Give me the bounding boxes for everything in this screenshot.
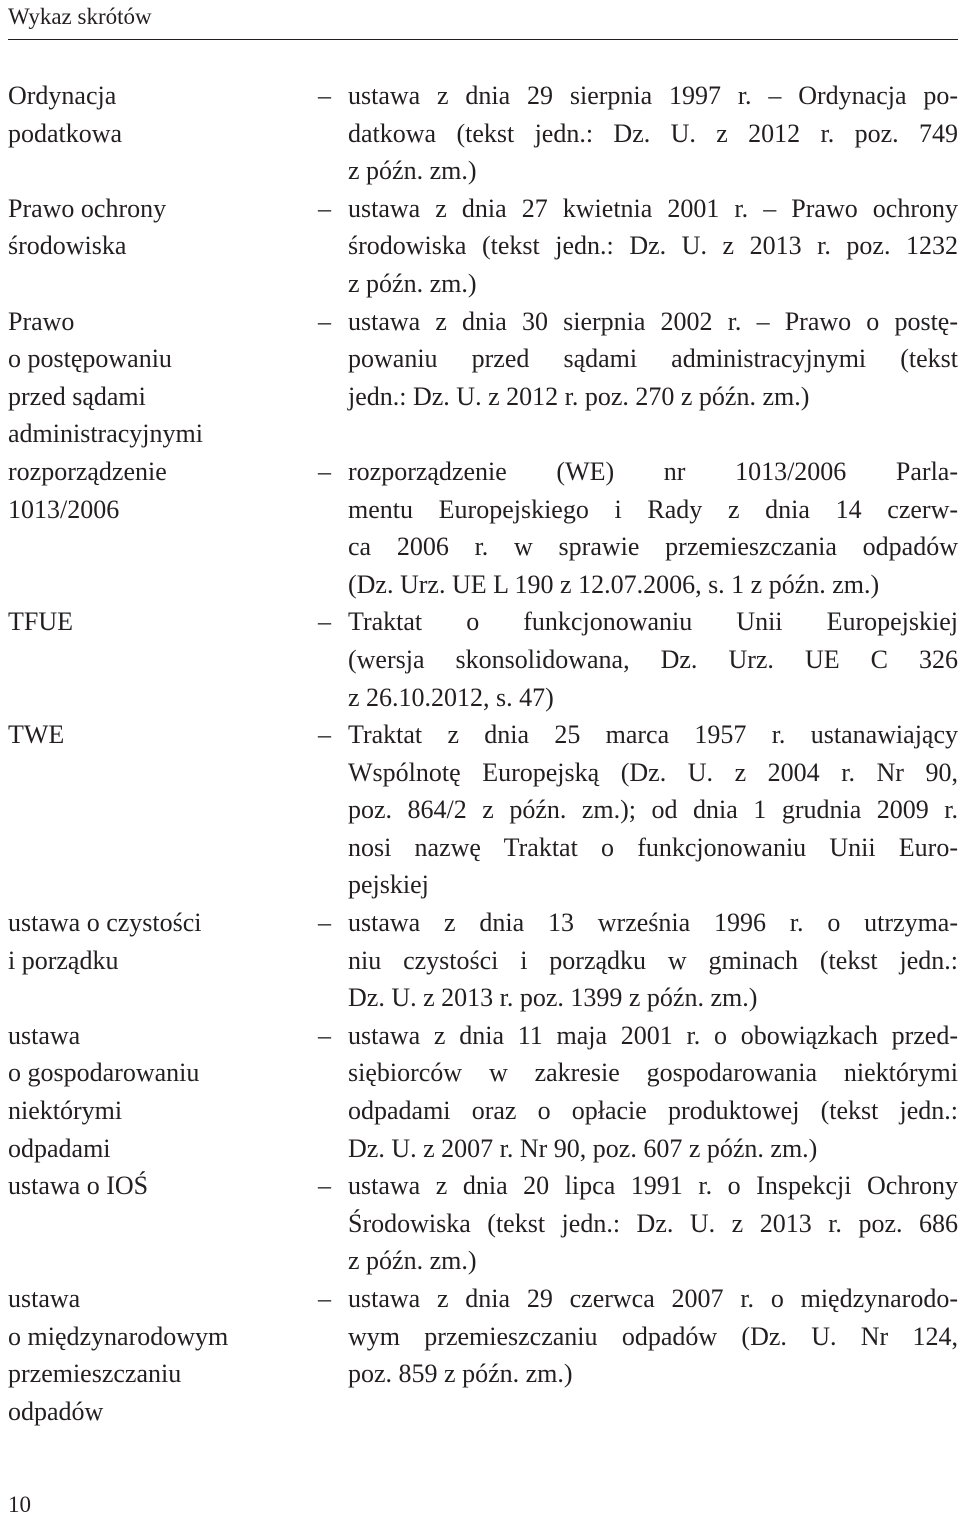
term-line: przemieszczaniu	[8, 1359, 182, 1389]
definition-line: poz. 859 z późn. zm.)	[348, 1359, 573, 1389]
term-line: o gospodarowaniu	[8, 1058, 200, 1088]
term-line: o międzynarodowym	[8, 1321, 229, 1351]
definition-line: mentu Europejskiego i Rady z dnia 14 czerw-	[348, 494, 958, 524]
abbreviation-definition	[348, 1280, 958, 1393]
definition-line: ustawa z dnia 13 września 1996 r. o utrzyma-	[348, 908, 958, 938]
definition-line: ustawa z dnia 27 kwietnia 2001 r. – Prawo ochrony	[348, 193, 958, 223]
abbreviation-entry	[8, 1017, 958, 1167]
abbreviation-entry	[8, 453, 958, 603]
definition-line: Dz. U. z 2007 r. Nr 90, poz. 607 z późn. zm.)	[348, 1133, 818, 1163]
term-line: odpadami	[8, 1133, 111, 1163]
header-rule	[8, 39, 958, 40]
definition-line: z 26.10.2012, s. 47)	[348, 682, 554, 712]
abbreviation-term	[8, 190, 318, 265]
abbreviation-term	[8, 1017, 318, 1167]
definition-line: Wspólnotę Europejską (Dz. U. z 2004 r. Nr 90,	[348, 757, 958, 787]
entry-dash: –	[318, 193, 331, 223]
abbreviations-list	[8, 77, 958, 1430]
term-line: ustawa	[8, 1284, 81, 1313]
definition-line: ustawa z dnia 29 sierpnia 1997 r. – Ordynacja po-	[348, 81, 958, 110]
definition-line: środowiska (tekst jedn.: Dz. U. z 2013 r. poz. 1232	[348, 231, 958, 261]
abbreviation-term	[8, 303, 318, 453]
abbreviation-entry	[8, 603, 958, 716]
abbreviation-definition	[348, 1017, 958, 1167]
abbreviation-entry	[8, 303, 958, 453]
term-line: i porządku	[8, 945, 119, 975]
definition-line: odpadami oraz o opłacie produktowej (tekst jedn.:	[348, 1096, 958, 1126]
abbreviation-term	[8, 1280, 318, 1430]
definition-line: wym przemieszczaniu odpadów (Dz. U. Nr 124,	[348, 1321, 958, 1351]
term-line: administracyjnymi	[8, 419, 203, 449]
term-line: Prawo	[8, 306, 75, 336]
definition-line: ustawa z dnia 30 sierpnia 2002 r. – Prawo o postę-	[348, 306, 958, 336]
entry-dash: –	[318, 81, 331, 110]
abbreviation-definition	[348, 716, 958, 904]
abbreviation-term	[8, 77, 318, 152]
definition-line: poz. 864/2 z późn. zm.); od dnia 1 grudnia 2009 r.	[348, 795, 958, 825]
definition-line: (Dz. Urz. UE L 190 z 12.07.2006, s. 1 z późn. zm.)	[348, 569, 880, 599]
term-line: o postępowaniu	[8, 344, 172, 374]
definition-line: rozporządzenie (WE) nr 1013/2006 Parla-	[348, 456, 958, 486]
abbreviation-entry	[8, 716, 958, 904]
term-line: Prawo ochrony	[8, 193, 167, 223]
abbreviation-term	[8, 603, 318, 641]
definition-line: z późn. zm.)	[348, 1246, 477, 1276]
definition-line: z późn. zm.)	[348, 268, 477, 298]
term-line: odpadów	[8, 1396, 104, 1426]
definition-line: Traktat o funkcjonowaniu Unii Europejskiej	[348, 607, 958, 637]
abbreviation-term	[8, 904, 318, 979]
running-header: Wykaz skrótów	[8, 4, 152, 29]
definition-line: ustawa z dnia 20 lipca 1991 r. o Inspekcji Ochrony	[348, 1171, 958, 1201]
definition-line: nosi nazwę Traktat o funkcjonowaniu Unii Euro-	[348, 832, 958, 862]
abbreviation-definition	[348, 77, 958, 190]
abbreviation-definition	[348, 1167, 958, 1280]
entry-dash: –	[318, 720, 331, 750]
term-line: niektórymi	[8, 1096, 123, 1126]
definition-line: ustawa z dnia 29 czerwca 2007 r. o międzynarodo-	[348, 1284, 958, 1313]
abbreviation-term	[8, 716, 318, 754]
page-number: 10	[8, 1492, 31, 1517]
definition-line: (wersja skonsolidowana, Dz. Urz. UE C 326	[348, 644, 958, 674]
entry-dash: –	[318, 1284, 331, 1313]
entry-dash: –	[318, 908, 331, 938]
term-line: ustawa o IOŚ	[8, 1171, 149, 1201]
entry-dash: –	[318, 306, 331, 336]
entry-dash: –	[318, 456, 331, 486]
abbreviation-definition	[348, 904, 958, 1017]
abbreviation-entry	[8, 1280, 958, 1430]
definition-line: ca 2006 r. w sprawie przemieszczania odpadów	[348, 532, 958, 562]
definition-line: ustawa z dnia 11 maja 2001 r. o obowiązkach przed-	[348, 1020, 958, 1050]
abbreviation-entry	[8, 190, 958, 303]
abbreviation-term	[8, 453, 318, 528]
term-line: podatkowa	[8, 118, 123, 148]
definition-line: siębiorców w zakresie gospodarowania niektórymi	[348, 1058, 958, 1088]
term-line: rozporządzenie	[8, 456, 167, 486]
definition-line: Środowiska (tekst jedn.: Dz. U. z 2013 r. poz. 686	[348, 1208, 958, 1238]
term-line: TFUE	[8, 607, 73, 637]
abbreviation-definition	[348, 303, 958, 416]
entry-dash: –	[318, 1171, 331, 1201]
definition-line: z późn. zm.)	[348, 156, 477, 186]
entry-dash: –	[318, 1020, 331, 1050]
definition-line: datkowa (tekst jedn.: Dz. U. z 2012 r. poz. 749	[348, 118, 958, 148]
abbreviation-definition	[348, 453, 958, 603]
abbreviation-entry	[8, 77, 958, 190]
abbreviation-term	[8, 1167, 318, 1205]
definition-line: Dz. U. z 2013 r. poz. 1399 z późn. zm.)	[348, 983, 758, 1013]
definition-line: Traktat z dnia 25 marca 1957 r. ustanawiający	[348, 720, 958, 750]
term-line: ustawa o czystości	[8, 908, 202, 938]
term-line: przed sądami	[8, 381, 146, 411]
definition-line: pejskiej	[348, 870, 429, 900]
abbreviation-definition	[348, 603, 958, 716]
term-line: 1013/2006	[8, 494, 120, 524]
term-line: TWE	[8, 720, 65, 750]
term-line: Ordynacja	[8, 81, 117, 110]
definition-line: powaniu przed sądami administracyjnymi (tekst	[348, 344, 958, 374]
abbreviation-entry	[8, 1167, 958, 1280]
term-line: środowiska	[8, 231, 127, 261]
abbreviation-definition	[348, 190, 958, 303]
definition-line: jedn.: Dz. U. z 2012 r. poz. 270 z późn. zm.)	[348, 381, 810, 411]
abbreviation-entry	[8, 904, 958, 1017]
definition-line: niu czystości i porządku w gminach (tekst jedn.:	[348, 945, 958, 975]
entry-dash: –	[318, 607, 331, 637]
term-line: ustawa	[8, 1020, 81, 1050]
